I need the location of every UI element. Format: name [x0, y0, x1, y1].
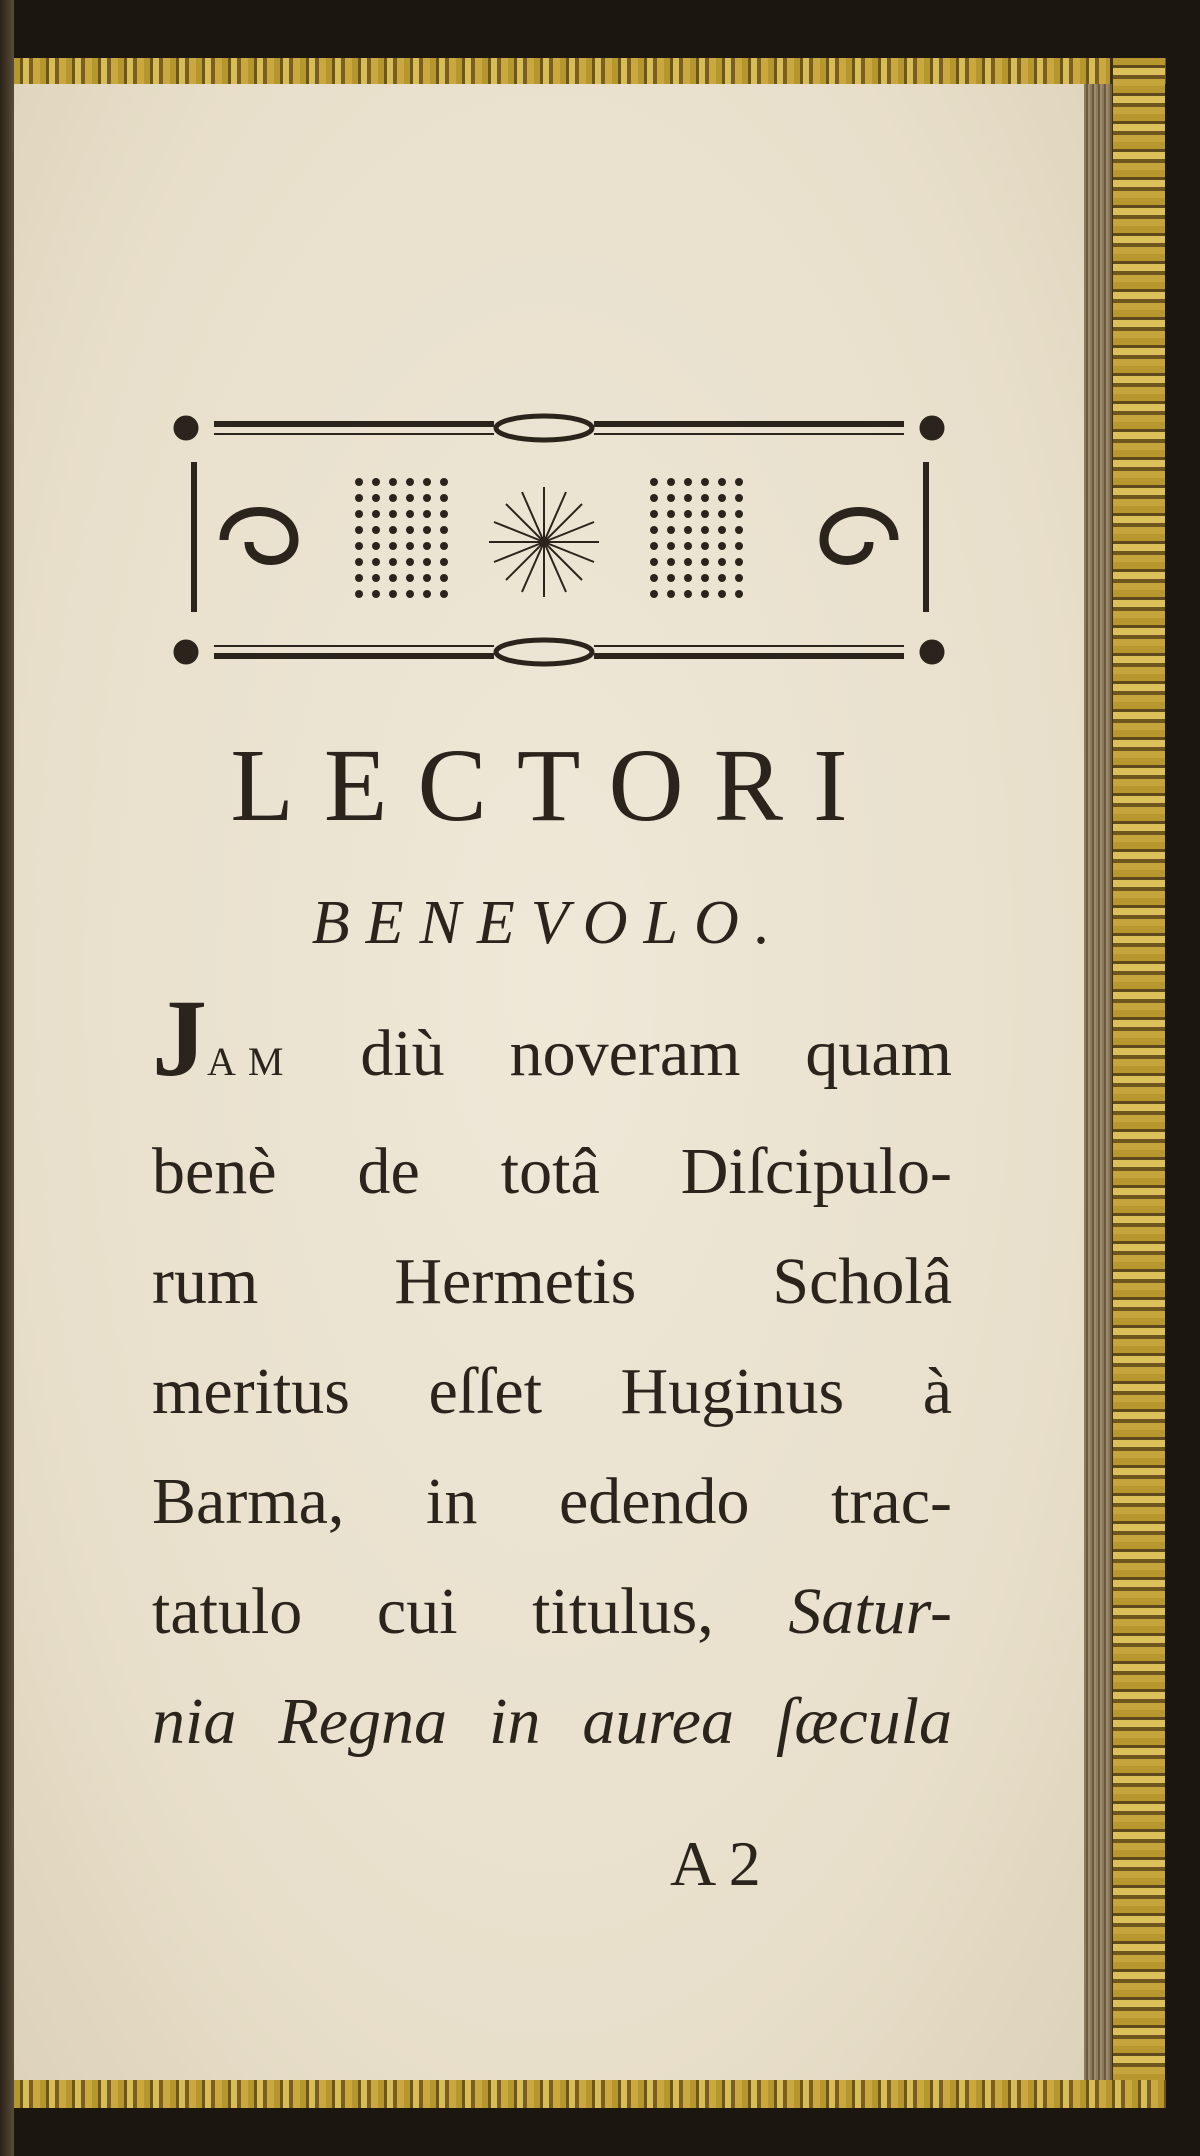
ornament-dot: [406, 574, 414, 582]
ornament-dot: [355, 478, 363, 486]
book-page: [14, 84, 1084, 2080]
ornament-dot: [423, 542, 431, 550]
ornament-dot: [423, 574, 431, 582]
ornament-dot: [650, 478, 658, 486]
ornament-dot: [701, 542, 709, 550]
headpiece-ornament: [164, 402, 954, 678]
ornament-dot: [701, 558, 709, 566]
ornament-dot: [684, 558, 692, 566]
text-line-7: nia Regna in aurea ſæcula: [152, 1685, 952, 1758]
ornament-dot: [718, 574, 726, 582]
ornament-dot: [406, 558, 414, 566]
ornament-dot: [440, 494, 448, 502]
ornament-dot: [406, 542, 414, 550]
ornament-dot: [423, 590, 431, 598]
ornament-dot: [650, 510, 658, 518]
ornament-dot: [684, 526, 692, 534]
ornament-dot: [372, 526, 380, 534]
ornament-dot: [701, 478, 709, 486]
ornament-dot: [372, 542, 380, 550]
ornament-dot: [389, 574, 397, 582]
ornament-dot: [701, 510, 709, 518]
ornament-dot: [650, 590, 658, 598]
ornament-dot: [440, 574, 448, 582]
ornament-dot: [440, 542, 448, 550]
ornament-dot: [667, 478, 675, 486]
ornament-dot: [355, 542, 363, 550]
ornament-dot: [406, 526, 414, 534]
ornament-dot: [355, 558, 363, 566]
drop-cap: J: [152, 977, 207, 1099]
ornament-dot: [372, 574, 380, 582]
ornament-dot: [423, 558, 431, 566]
ornament-dot: [718, 494, 726, 502]
smallcaps-word: AM: [207, 1039, 296, 1084]
ornament-dot: [650, 494, 658, 502]
ornament-dot: [684, 590, 692, 598]
ornament-dot: [650, 574, 658, 582]
ornament-dot: [701, 574, 709, 582]
text-line-3: rum Hermetis Scholâ: [152, 1245, 952, 1318]
ornament-dot: [355, 526, 363, 534]
ornament-dot: [423, 526, 431, 534]
ornament-dot: [684, 510, 692, 518]
ornament-dot: [667, 590, 675, 598]
ornament-dot: [372, 510, 380, 518]
ornament-dot: [389, 526, 397, 534]
ornament-dot: [667, 494, 675, 502]
ornament-dot: [372, 558, 380, 566]
text-line-6-roman: tatulo cui titulus,: [152, 1575, 714, 1648]
ornament-dot: [735, 526, 743, 534]
ornament-dot: [735, 558, 743, 566]
text-line-1: [152, 977, 952, 1117]
gilt-edge-bottom: [14, 2080, 1166, 2108]
ornament-dot: [440, 590, 448, 598]
ornament-dot: [355, 574, 363, 582]
gilt-edge-right: [1110, 58, 1165, 2108]
ornament-dot: [423, 510, 431, 518]
ornament-dot: [406, 494, 414, 502]
ornament-dot: [650, 542, 658, 550]
signature-mark: A 2: [670, 1828, 761, 1899]
ornament-dot: [735, 510, 743, 518]
ornament-dot: [372, 478, 380, 486]
ornament-dot: [440, 478, 448, 486]
ornament-dot: [389, 558, 397, 566]
ornament-dot: [718, 478, 726, 486]
ornament-dot: [701, 494, 709, 502]
ornament-dot: [440, 510, 448, 518]
ornament-dot: [735, 478, 743, 486]
ornament-dot: [355, 590, 363, 598]
text-line-6: [152, 1557, 952, 1667]
ornament-dot: [684, 542, 692, 550]
page-title: LECTORI: [230, 728, 878, 843]
ornament-dot: [701, 526, 709, 534]
ornament-dot: [406, 510, 414, 518]
ornament-dot: [667, 510, 675, 518]
ornament-dot: [372, 590, 380, 598]
ornament-dot: [667, 574, 675, 582]
ornament-dot: [406, 478, 414, 486]
ornament-dot: [735, 574, 743, 582]
page-subtitle: BENEVOLO.: [311, 889, 787, 957]
ornament-dot: [389, 590, 397, 598]
ornament-dot: [735, 542, 743, 550]
text-line-5: Barma, in edendo trac-: [152, 1465, 952, 1538]
ornament-dot: [684, 494, 692, 502]
body-text: [152, 977, 953, 1777]
ornament-dot: [667, 558, 675, 566]
ornament-dot: [718, 558, 726, 566]
text-line-2: benè de totâ Diſcipulo-: [152, 1135, 952, 1208]
ornament-dot: [372, 494, 380, 502]
ornament-dot: [684, 478, 692, 486]
ornament-dot: [667, 542, 675, 550]
ornament-dot: [389, 478, 397, 486]
ornament-dot: [355, 494, 363, 502]
ornament-dot: [389, 542, 397, 550]
ornament-dot: [423, 494, 431, 502]
ornament-dot: [718, 542, 726, 550]
ornament-dot: [735, 494, 743, 502]
ornament-dot: [684, 574, 692, 582]
ornament-dot: [440, 526, 448, 534]
ornament-dot: [735, 590, 743, 598]
ornament-dot: [718, 510, 726, 518]
ornament-dot: [389, 510, 397, 518]
ornament-dot: [650, 558, 658, 566]
ornament-dot: [667, 526, 675, 534]
text-line-4: meritus eſſet Huginus à: [152, 1355, 952, 1428]
gilt-edge-top: [14, 58, 1166, 84]
text-line-6-italic: Satur-: [788, 1575, 953, 1648]
ornament-dot: [389, 494, 397, 502]
ornament-dot: [355, 510, 363, 518]
ornament-dot: [650, 526, 658, 534]
ornament-dot: [718, 590, 726, 598]
ornament-dot: [701, 590, 709, 598]
spine-shadow: [0, 0, 14, 2156]
ornament-dot: [423, 478, 431, 486]
ornament-dot: [718, 526, 726, 534]
ornament-dot: [440, 558, 448, 566]
page-edges: [1084, 84, 1112, 2080]
ornament-dot: [406, 590, 414, 598]
text-line-1-rest: diù noveram quam: [360, 1017, 952, 1090]
